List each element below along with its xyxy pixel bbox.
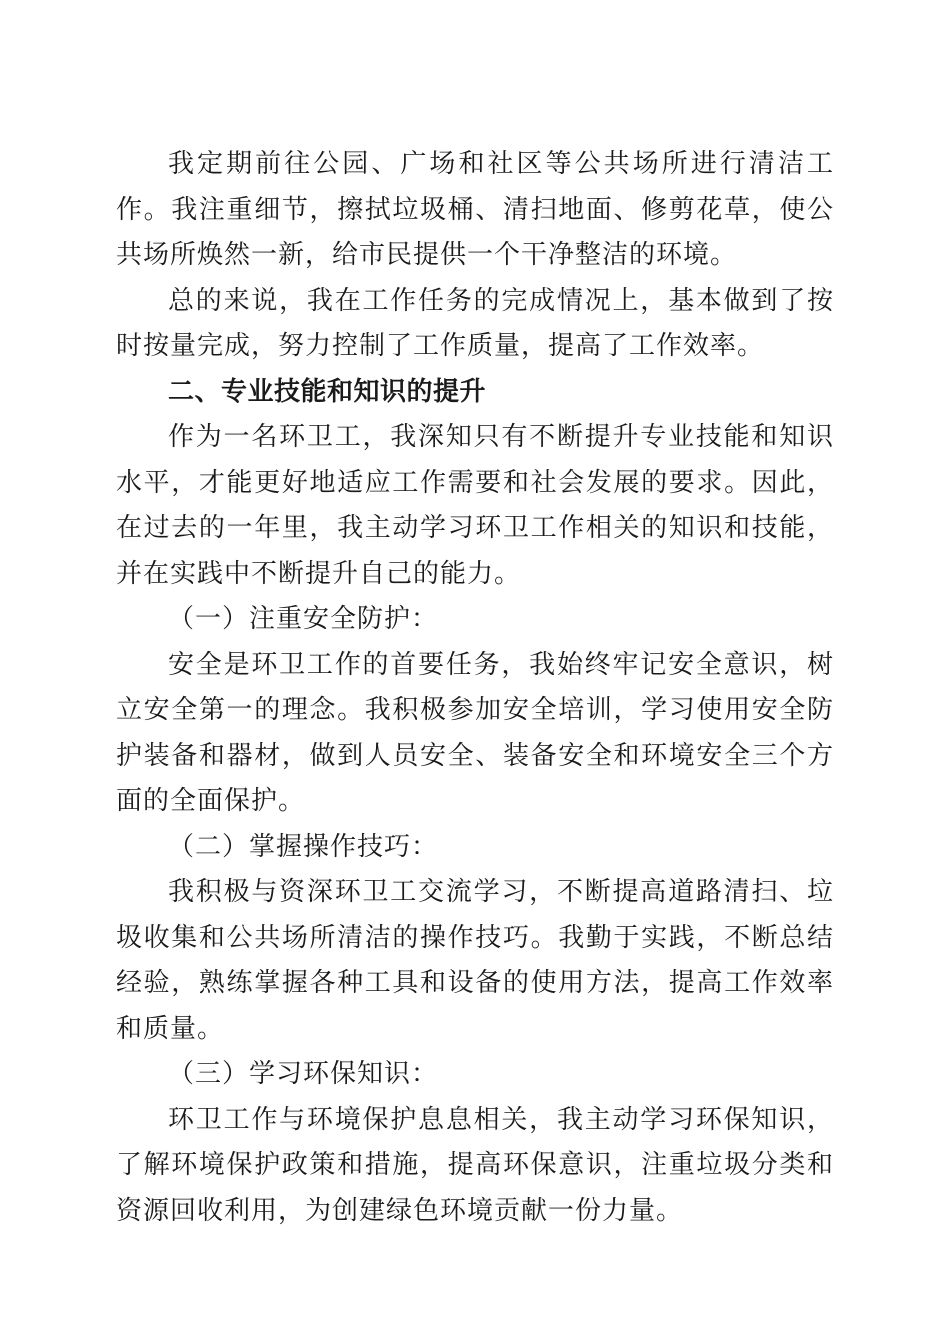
paragraph-safety: 安全是环卫工作的首要任务，我始终牢记安全意识，树立安全第一的理念。我积极参加安全培训，学习使用安全防护装备和器材，做到人员安全、装备安全和环境安全三个方面的全面保护。 bbox=[116, 649, 834, 816]
subheading-safety: （一）注重安全防护： bbox=[168, 604, 439, 634]
paragraph-environment: 环卫工作与环境保护息息相关，我主动学习环保知识，了解环境保护政策和措施，提高环保意识，注重垃圾分类和资源回收利用，为创建绿色环境贡献一份力量。 bbox=[116, 1104, 834, 1226]
paragraph-operation: 我积极与资深环卫工交流学习，不断提高道路清扫、垃圾收集和公共场所清洁的操作技巧。我勤于实践，不断总结经验，熟练掌握各种工具和设备的使用方法，提高工作效率和质量。 bbox=[116, 877, 834, 1044]
document-page bbox=[116, 142, 834, 1234]
paragraph-summary: 总的来说，我在工作任务的完成情况上，基本做到了按时按量完成，努力控制了工作质量，提高了工作效率。 bbox=[116, 285, 834, 361]
section-heading-skills: 二、专业技能和知识的提升 bbox=[168, 376, 487, 407]
subheading-environment: （三）学习环保知识： bbox=[168, 1059, 439, 1089]
paragraph-public-cleaning: 我定期前往公园、广场和社区等公共场所进行清洁工作。我注重细节，擦拭垃圾桶、清扫地面、修剪花草，使公共场所焕然一新，给市民提供一个干净整洁的环境。 bbox=[116, 149, 834, 270]
paragraph-skills-intro: 作为一名环卫工，我深知只有不断提升专业技能和知识水平，才能更好地适应工作需要和社会发展的要求。因此，在过去的一年里，我主动学习环卫工作相关的知识和技能，并在实践中不断提升自己的能力。 bbox=[116, 422, 834, 589]
subheading-operation: （二）掌握操作技巧： bbox=[168, 831, 439, 862]
